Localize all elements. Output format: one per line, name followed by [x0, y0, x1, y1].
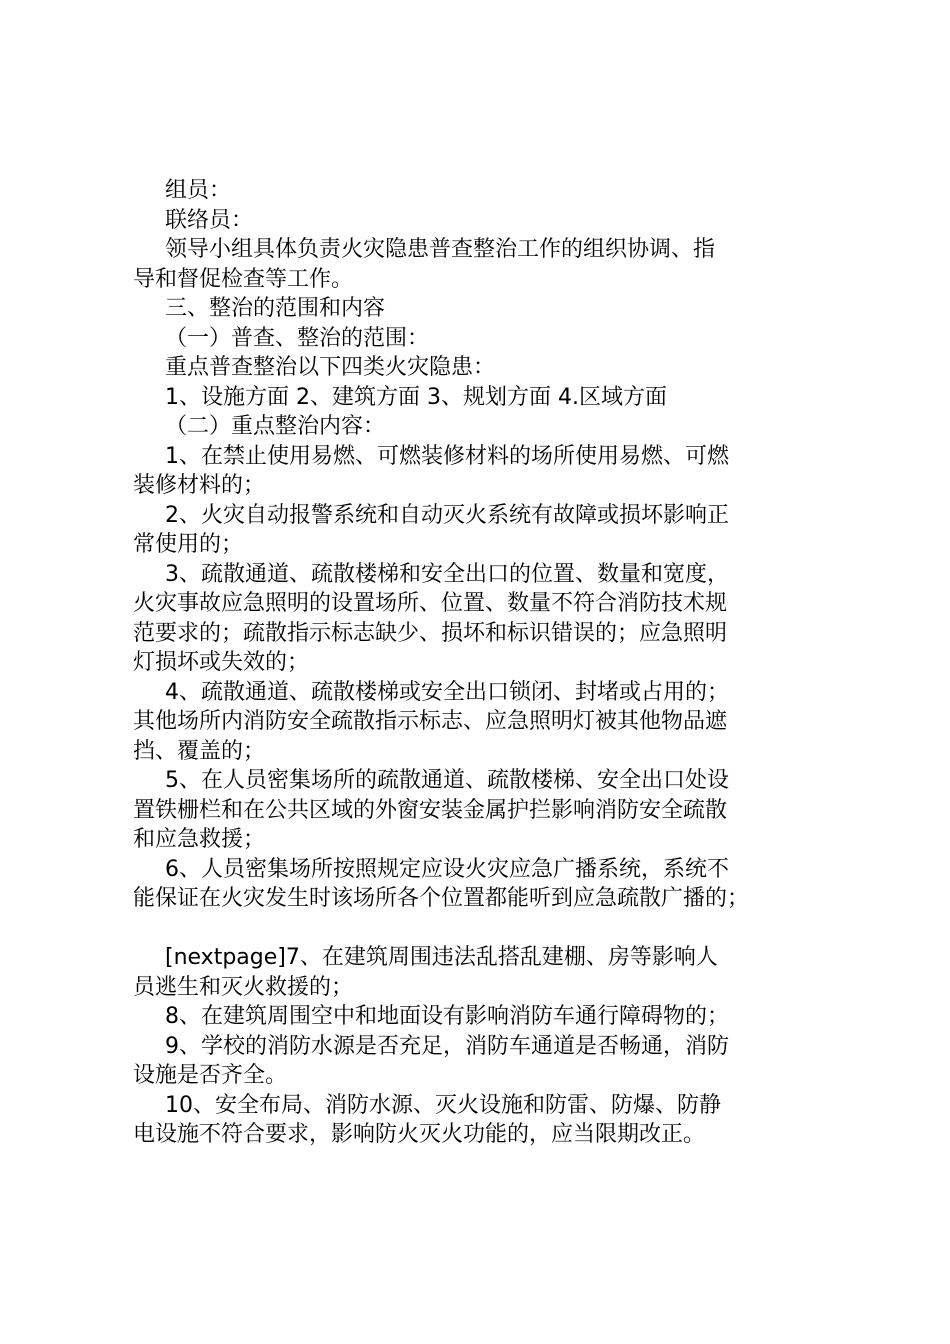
list-item-line: 6、人员密集场所按照规定应设火灾应急广播系统，系统不: [165, 856, 729, 882]
text-line: 联络员：: [165, 207, 254, 233]
list-item-line: 1、在禁止使用易燃、可燃装修材料的场所使用易燃、可燃: [165, 443, 729, 469]
list-item-line: 灯损坏或失效的；: [133, 650, 310, 675]
list-item-line: 电设施不符合要求，影响防火灭火功能的，应当限期改正。: [133, 1122, 706, 1147]
list-item-line: 8、在建筑周围空中和地面设有影响消防车通行障碍物的；: [165, 1004, 729, 1029]
list-item-line: 3、疏散通道、疏散楼梯和安全出口的位置、数量和宽度，: [165, 561, 729, 587]
list-item-line: 设施是否齐全。: [133, 1063, 288, 1088]
list-item-line: 置铁栅栏和在公共区域的外窗安装金属护拦影响消防安全疏散: [133, 797, 728, 823]
blank-line: [133, 914, 845, 944]
text-line: 导和督促检查等工作。: [133, 266, 354, 292]
list-item-line: 2、火灾自动报警系统和自动灭火系统有故障或损坏影响正: [165, 502, 729, 528]
list-item-line: 能保证在火灾发生时该场所各个位置都能听到应急疏散广播的；: [133, 886, 750, 911]
list-item-line: 装修材料的；: [133, 473, 266, 498]
text-line: 重点普查整治以下四类火灾隐患：: [165, 355, 496, 380]
list-item-line: 10、安全布局、消防水源、灭火设施和防雷、防爆、防静: [165, 1092, 721, 1118]
list-item-line: 挡、覆盖的；: [133, 738, 266, 764]
list-item-line: 和应急救援；: [133, 827, 266, 852]
list-item-line: 4、疏散通道、疏散楼梯或安全出口锁闭、封堵或占用的；: [165, 679, 729, 705]
text-line: 1、设施方面 2、建筑方面 3、规划方面 4.区域方面: [165, 384, 667, 410]
section-heading: 三、整治的范围和内容: [165, 296, 386, 321]
subsection-heading: （一）普查、整治的范围：: [165, 325, 430, 351]
document-body: [133, 176, 845, 1150]
list-item-line: 火灾事故应急照明的设置场所、位置、数量不符合消防技术规: [133, 591, 728, 616]
text-line: 组员：: [165, 178, 232, 203]
list-item-line: 常使用的；: [133, 532, 244, 557]
list-item-line: 9、学校的消防水源是否充足，消防车通道是否畅通，消防: [165, 1033, 729, 1059]
subsection-heading: （二）重点整治内容：: [165, 414, 386, 439]
list-item-line: 其他场所内消防安全疏散指示标志、应急照明灯被其他物品遮: [133, 709, 728, 734]
text-line: 领导小组具体负责火灾隐患普查整治工作的组织协调、指: [165, 237, 716, 262]
list-item-line: 5、在人员密集场所的疏散通道、疏散楼梯、安全出口处设: [165, 768, 729, 793]
list-item-line: 员逃生和灭火救援的；: [133, 974, 354, 1000]
list-item-line: [nextpage]7、在建筑周围违法乱搭乱建棚、房等影响人: [165, 945, 718, 970]
list-item-line: 范要求的；疏散指示标志缺少、损坏和标识错误的；应急照明: [133, 620, 728, 646]
